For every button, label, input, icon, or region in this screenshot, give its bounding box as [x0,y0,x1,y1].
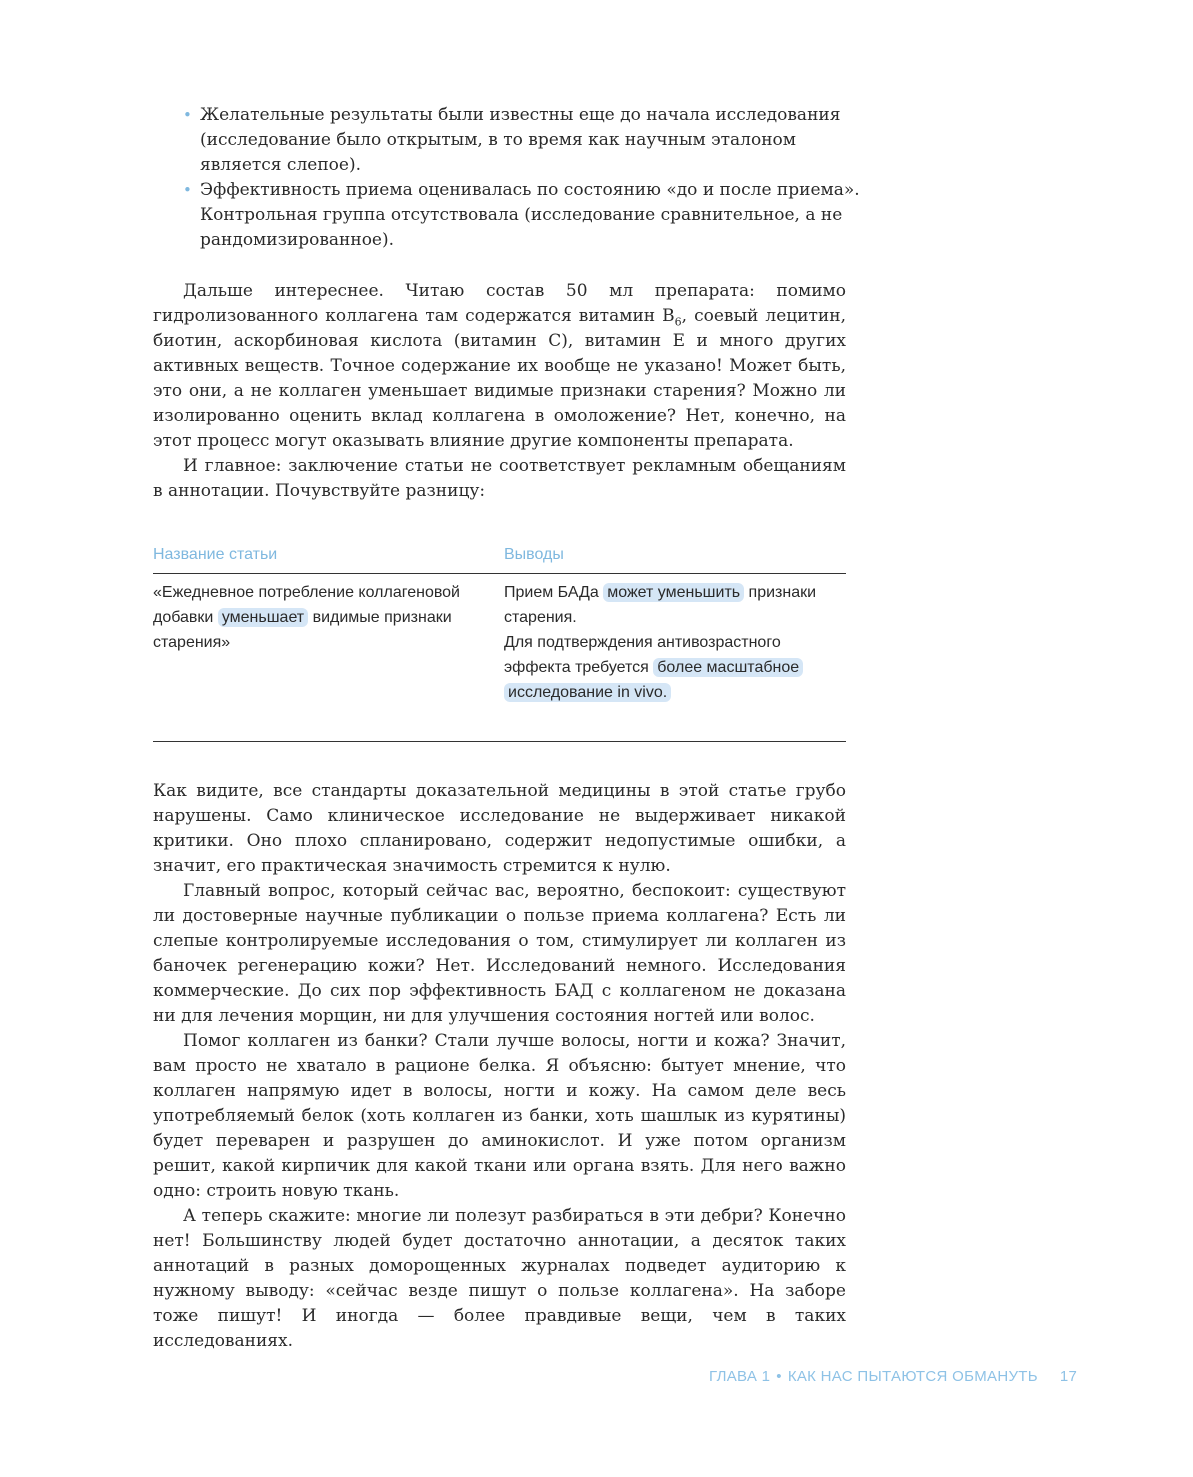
highlight: более масштабное исследование in vivo. [504,658,803,702]
paragraph: А теперь скажите: многие ли полезут разбираться в эти дебри? Конечно нет! Большинству людей будет достаточно аннотации, а десяток таких аннотаций в разных доморощенных журналах подведет аудиторию к нужному выводу: «сейчас везде пишут о пользе коллагена». На заборе тоже пишут! И иногда — более правдивые вещи, чем в таких исследованиях. [153,1206,846,1351]
paragraph: Главный вопрос, который сейчас вас, вероятно, беспокоит: существуют ли достоверные научные публикации о пользе приема коллагена? Есть ли слепые контролируемые исследования о том, стимулирует ли коллаген из баночек регенерацию кожи? Нет. Исследований немного. Исследования коммерческие. До сих пор эффективность БАД с коллагеном не доказана ни для лечения морщин, ни для улучшения состояния ногтей или волос. [153,881,846,1026]
paragraph: Помог коллаген из банки? Стали лучше волосы, ногти и кожа? Значит, вам просто не хватало в рационе белка. Я объясню: бытует мнение, что коллаген напрямую идет в волосы, ногти и кожу. На самом деле весь употребляемый белок (хоть коллаген из банки, хоть шашлык из курятины) будет переварен и разрушен до аминокислот. И уже потом организм решит, какой кирпичик для какой ткани или органа взять. Для него важно одно: строить новую ткань. [153,1031,846,1201]
chapter-title: КАК НАС ПЫТАЮТСЯ ОБМАНУТЬ [787,1368,1038,1385]
highlight: может уменьшить [603,583,744,602]
list-item: • Эффективность приема оценивалась по состоянию «до и после приема». Контрольная группа отсутствовала (исследование сравнительное, а не рандомизированное). [183,180,860,250]
table-header [153,542,846,574]
bullet-list [183,103,863,253]
separator-dot: • [776,1368,782,1385]
comparison-table [153,542,846,742]
paragraph: Как видите, все стандарты доказательной медицины в этой статье грубо нарушены. Само клиническое исследование не выдерживает никакой критики. Оно плохо спланировано, содержит недопустимые ошибки, а значит, его практическая значимость стремится к нулю. [153,781,846,876]
chapter-label: ГЛАВА 1 [709,1368,771,1385]
paragraph: Дальше интереснее. Читаю состав 50 мл препарата: помимо гидролизованного коллагена там содержатся витамин $B_6$, соевый лецитин, биотин, аскорбиновая кислота (витамин C), витамин E и много других активных веществ. Точное содержание их вообще не указано! Может быть, это они, а не коллаген уменьшает видимые признаки старения? Можно ли изолированно оценить вклад коллагена в омоложение? Нет, конечно, на этот процесс могут оказывать влияние другие компоненты препарата. [153,281,846,451]
bullet-icon: • [183,106,192,124]
paragraph: И главное: заключение статьи не соответствует рекламным обещаниям в аннотации. Почувствуйте разницу: [153,456,846,501]
page-footer [709,1368,1077,1385]
column-header-conclusions: Выводы [504,546,564,563]
column-header-title: Название статьи [153,546,278,563]
table-row [153,574,846,742]
conclusions-cell: Прием БАДа может уменьшить признаки старения. Для подтверждения антивозрастного эффекта требуется более масштабное исследование in vivo. [504,584,817,701]
highlight: уменьшает [218,608,308,627]
list-item: • Желательные результаты были известны еще до начала исследования (исследование было открытым, в то время как научным эталоном является слепое). [183,105,841,175]
body-text-lower [153,779,846,1354]
article-title-cell: «Ежедневное потребление коллагеновой добавки уменьшает видимые признаки старения» [153,584,460,651]
body-text-upper [153,279,846,504]
bullet-icon: • [183,181,192,199]
page-number: 17 [1059,1368,1078,1385]
